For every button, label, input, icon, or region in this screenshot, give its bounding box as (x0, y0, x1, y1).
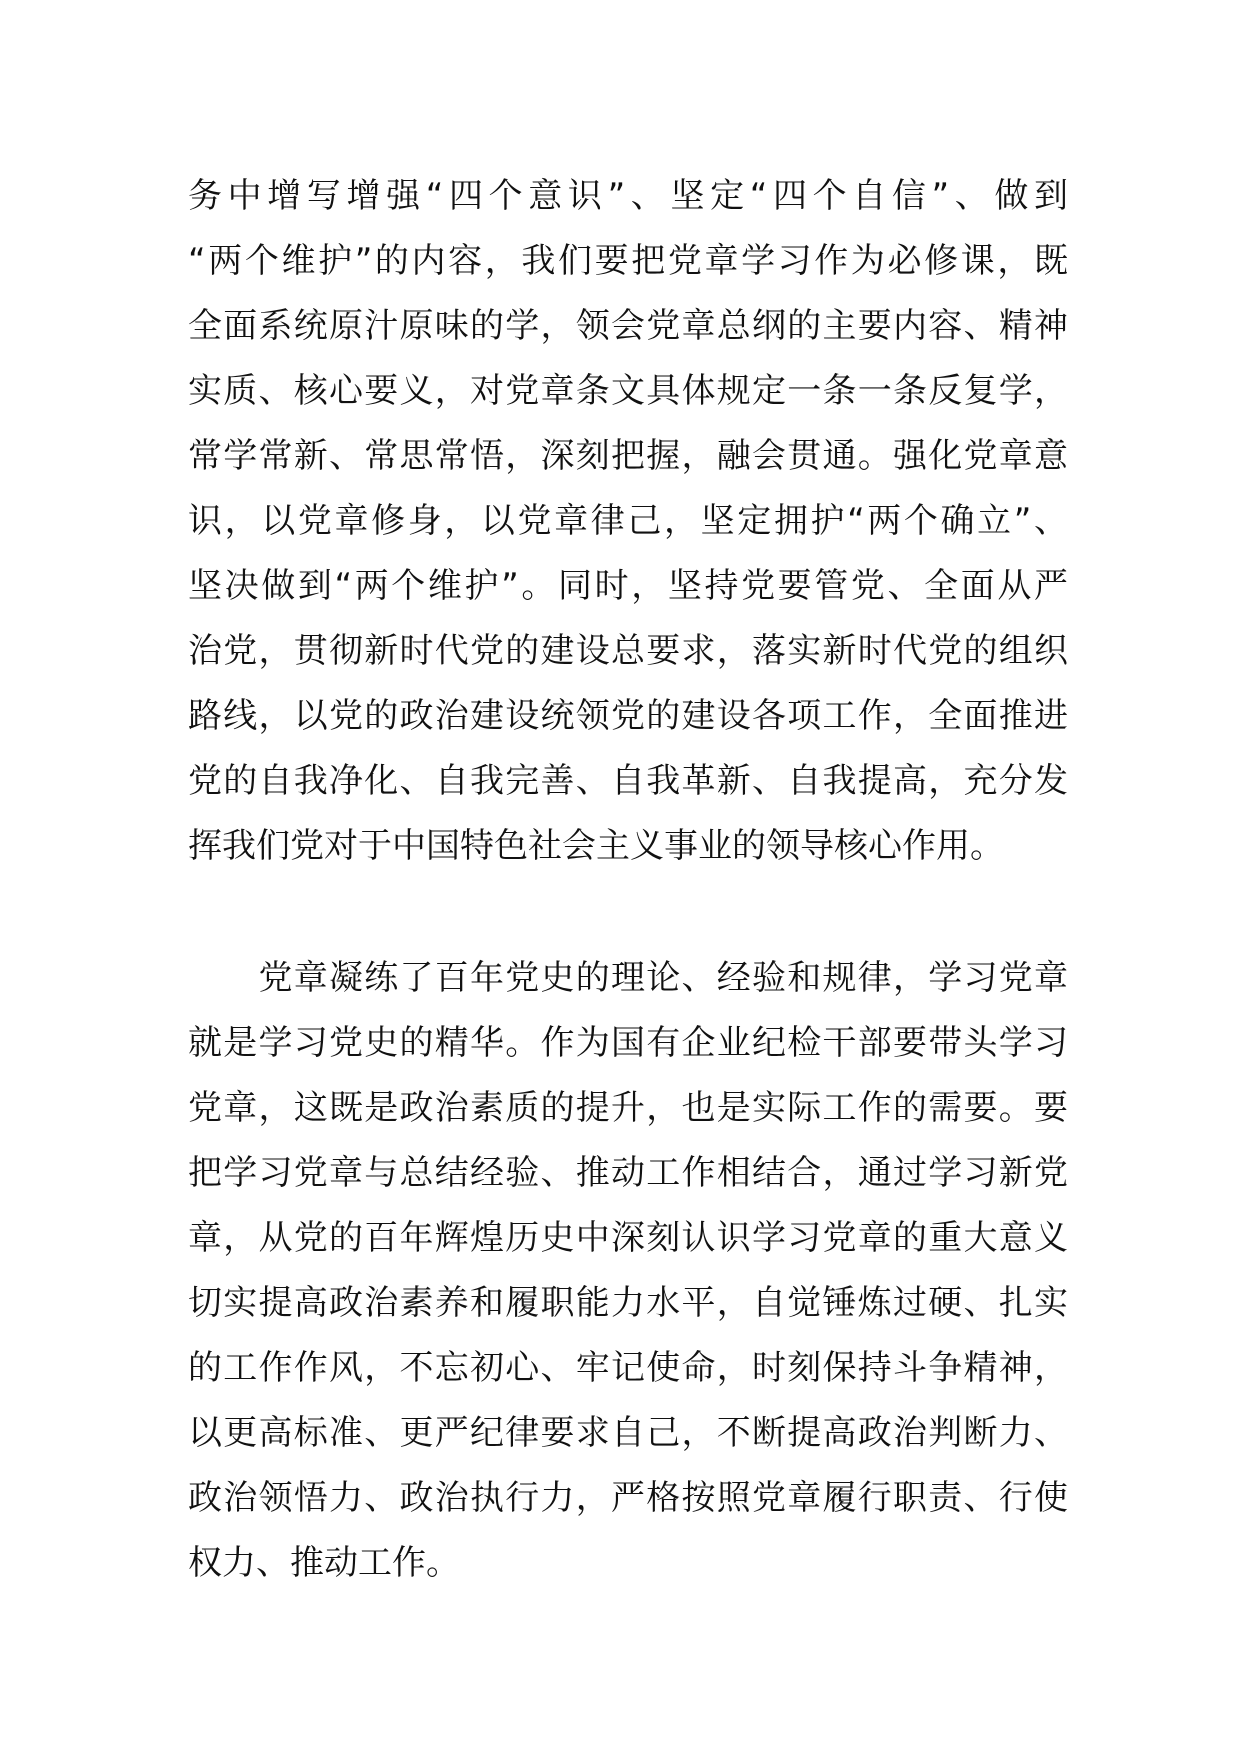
paragraph-line: 切实提高政治素养和履职能力水平，自觉锤炼过硬、扎实 (188, 1283, 1068, 1323)
paragraph-line: 坚决做到“两个维护”。同时，坚持党要管党、全面从严 (188, 566, 1068, 606)
paragraph-line: 章，从党的百年辉煌历史中深刻认识学习党章的重大意义 (188, 1218, 1068, 1258)
paragraph-line: 务中增写增强“四个意识”、坚定“四个自信”、做到 (188, 176, 1068, 216)
paragraph-1 (188, 164, 1068, 879)
paragraph-line: 权力、推动工作。 (188, 1543, 460, 1583)
paragraph-line: 实质、核心要义，对党章条文具体规定一条一条反复学， (188, 371, 1068, 411)
paragraph-line: “两个维护”的内容，我们要把党章学习作为必修课，既 (188, 241, 1068, 281)
paragraph-line: 党章凝练了百年党史的理论、经验和规律，学习党章 (188, 958, 1068, 998)
paragraph-line: 路线，以党的政治建设统领党的建设各项工作，全面推进 (188, 696, 1068, 736)
paragraph-line: 以更高标准、更严纪律要求自己，不断提高政治判断力、 (188, 1413, 1068, 1453)
paragraph-line: 识，以党章修身，以党章律己，坚定拥护“两个确立”、 (188, 501, 1068, 541)
paragraph-line: 政治领悟力、政治执行力，严格按照党章履行职责、行使 (188, 1478, 1068, 1518)
paragraph-line: 治党，贯彻新时代党的建设总要求，落实新时代党的组织 (188, 631, 1068, 671)
paragraph-line: 的工作作风，不忘初心、牢记使命，时刻保持斗争精神， (188, 1348, 1068, 1388)
paragraph-line: 全面系统原汁原味的学，领会党章总纲的主要内容、精神 (188, 306, 1068, 346)
paragraph-line: 党的自我净化、自我完善、自我革新、自我提高，充分发 (188, 761, 1068, 801)
paragraph-line: 就是学习党史的精华。作为国有企业纪检干部要带头学习 (188, 1023, 1068, 1063)
paragraph-line: 党章，这既是政治素质的提升，也是实际工作的需要。要 (188, 1088, 1068, 1128)
paragraph-line: 挥我们党对于中国特色社会主义事业的领导核心作用。 (188, 826, 1004, 866)
paragraph-line: 把学习党章与总结经验、推动工作相结合，通过学习新党 (188, 1153, 1068, 1193)
paragraph-2 (188, 946, 1068, 1596)
paragraph-line: 常学常新、常思常悟，深刻把握，融会贯通。强化党章意 (188, 436, 1068, 476)
